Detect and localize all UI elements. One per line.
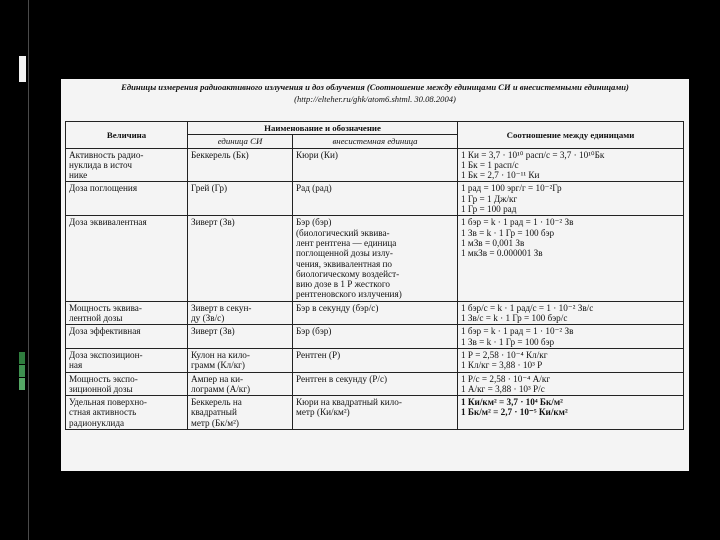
relation-cell: 1 бэр/с = k · 1 рад/с = 1 · 10⁻² Зв/с 1 Зв/с = k · 1 Гр = 100 бэр/с bbox=[458, 301, 684, 325]
table-row bbox=[66, 325, 684, 349]
slide-divider-line bbox=[28, 0, 29, 540]
quantity-cell: Доза эквивалентная bbox=[66, 216, 188, 301]
slide-accent-white bbox=[19, 56, 26, 82]
title-line-2: (http://elteher.ru/ghk/atom6.shtml. 30.08.2004) bbox=[294, 94, 456, 104]
title-line-1: Единицы измерения радиоактивного излучения и доз облучения (Соотношение между единицами СИ и внесистемными единицами) bbox=[121, 82, 629, 92]
header-si-unit: единица СИ bbox=[188, 135, 293, 148]
table-row bbox=[66, 372, 684, 396]
table-row bbox=[66, 182, 684, 216]
si-unit-cell: Ампер на ки- лограмм (А/кг) bbox=[188, 372, 293, 396]
slide-accent-green-3 bbox=[19, 378, 25, 390]
quantity-cell: Удельная поверхно- стная активность радионуклида bbox=[66, 396, 188, 430]
relation-cell: 1 бэр = k · 1 рад = 1 · 10⁻² Зв 1 Зв = k · 1 Гр = 100 бэр 1 мЗв = 0,001 Зв 1 мкЗв = 0.000001 Зв bbox=[458, 216, 684, 301]
relation-cell: 1 Р/с = 2,58 · 10⁻⁴ А/кг 1 А/кг = 3,88 · 10³ Р/с bbox=[458, 372, 684, 396]
non-si-unit-cell: Рентген (Р) bbox=[293, 348, 458, 372]
relation-cell: 1 рад = 100 эрг/г = 10⁻²Гр 1 Гр = 1 Дж/кг 1 Гр = 100 рад bbox=[458, 182, 684, 216]
slide-accent-green-2 bbox=[19, 365, 25, 377]
si-unit-cell: Грей (Гр) bbox=[188, 182, 293, 216]
si-unit-cell: Зиверт (Зв) bbox=[188, 216, 293, 301]
relation-cell: 1 Ки/км² = 3,7 · 10⁴ Бк/м² 1 Бк/м² = 2,7 · 10⁻⁵ Ки/км² bbox=[458, 396, 684, 430]
table-row bbox=[66, 396, 684, 430]
si-unit-cell: Зиверт (Зв) bbox=[188, 325, 293, 349]
non-si-unit-cell: Бэр (бэр) bbox=[293, 325, 458, 349]
si-unit-cell: Беккерель (Бк) bbox=[188, 148, 293, 182]
table-row bbox=[66, 348, 684, 372]
relation-cell: 1 Ки = 3,7 · 10¹⁰ расп/с = 3,7 · 10¹⁰Бк 1 Бк = 1 расп/с 1 Бк = 2,7 · 10⁻¹¹ Ки bbox=[458, 148, 684, 182]
quantity-cell: Активность радио- нуклида в источ нике bbox=[66, 148, 188, 182]
scanned-table-document bbox=[61, 79, 689, 471]
si-unit-cell: Беккерель на квадратный метр (Бк/м²) bbox=[188, 396, 293, 430]
non-si-unit-cell: Кюри (Ки) bbox=[293, 148, 458, 182]
non-si-unit-cell: Бэр в секунду (бэр/с) bbox=[293, 301, 458, 325]
document-title bbox=[61, 79, 689, 105]
non-si-unit-cell: Рад (рад) bbox=[293, 182, 458, 216]
table-row bbox=[66, 216, 684, 301]
quantity-cell: Доза поглощения bbox=[66, 182, 188, 216]
non-si-unit-cell: Кюри на квадратный кило- метр (Ки/км²) bbox=[293, 396, 458, 430]
non-si-unit-cell: Бэр (бэр) (биологический эквива- лент рентгена — единица поглощенной дозы излу- чения, эквивалентная по биологическому воздейст- вию дозе в 1 Р жесткого рентгеновского излучения) bbox=[293, 216, 458, 301]
non-si-unit-cell: Рентген в секунду (Р/с) bbox=[293, 372, 458, 396]
header-quantity: Величина bbox=[66, 122, 188, 149]
table-header-row bbox=[66, 122, 684, 135]
relation-cell: 1 бэр = k · 1 рад = 1 · 10⁻² Зв 1 Зв = k · 1 Гр = 100 бэр bbox=[458, 325, 684, 349]
quantity-cell: Мощность экспо- зиционной дозы bbox=[66, 372, 188, 396]
table-row bbox=[66, 148, 684, 182]
units-table bbox=[65, 121, 684, 430]
si-unit-cell: Зиверт в секун- ду (Зв/с) bbox=[188, 301, 293, 325]
si-unit-cell: Кулон на кило- грамм (Кл/кг) bbox=[188, 348, 293, 372]
quantity-cell: Доза эффективная bbox=[66, 325, 188, 349]
header-name-group: Наименование и обозначение bbox=[188, 122, 458, 135]
relation-cell: 1 Р = 2,58 · 10⁻⁴ Кл/кг 1 Кл/кг = 3,88 · 10³ Р bbox=[458, 348, 684, 372]
header-relation: Соотношение между единицами bbox=[458, 122, 684, 149]
table-row bbox=[66, 301, 684, 325]
quantity-cell: Мощность эквива- лентной дозы bbox=[66, 301, 188, 325]
quantity-cell: Доза экспозицион- ная bbox=[66, 348, 188, 372]
header-non-si-unit: внесистемная единица bbox=[293, 135, 458, 148]
slide-accent-green-1 bbox=[19, 352, 25, 364]
